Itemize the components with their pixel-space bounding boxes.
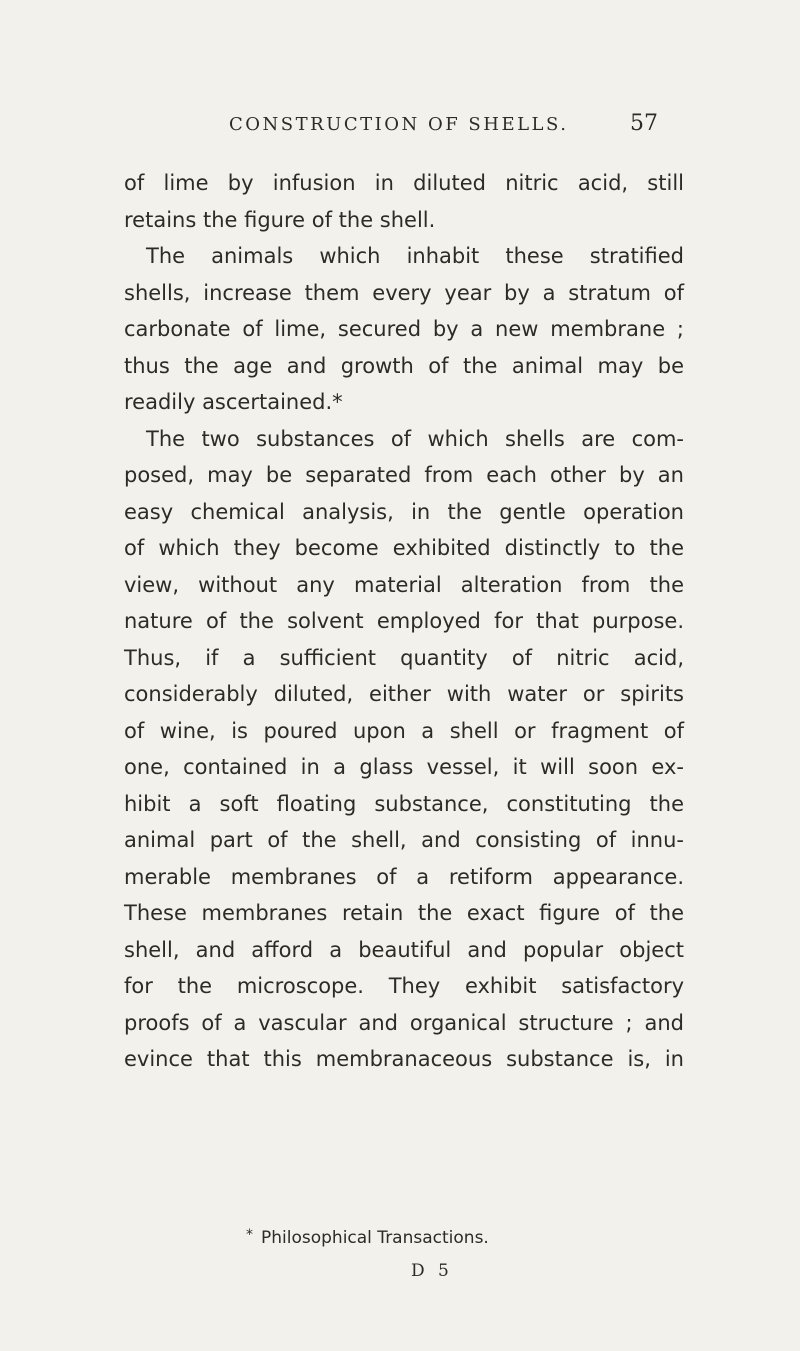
text-line: readily ascertained.* [124,390,343,414]
page-number: 57 [630,111,658,136]
text-line: carbonate of lime, secured by a new membrane ; [124,317,684,341]
footnote-mark: * [246,1227,253,1243]
text-line: posed, may be separated from each other by an [124,463,684,487]
text-line: one, contained in a glass vessel, it will soon ex- [124,755,684,779]
text-line: shells, increase them every year by a stratum of [124,280,684,305]
text-line: proofs of a vascular and organical structure ; and [124,1010,684,1035]
text-line: thus the age and growth of the animal may be [124,353,684,378]
footnote-text: Philosophical Transactions. [261,1228,489,1248]
text-line: evince that this membranaceous substance is, in [124,1047,684,1071]
text-line: The two substances of which shells are com- [146,426,684,451]
text-line: Thus, if a sufficient quantity of nitric acid, [124,645,684,670]
body-text [124,165,684,1078]
text-line: merable membranes of a retiform appearance. [124,864,684,889]
text-line: easy chemical analysis, in the gentle operation [124,499,684,524]
running-head [0,111,800,144]
footnote [246,1223,666,1250]
text-line: hibit a soft floating substance, constituting the [124,791,684,816]
text-line: view, without any material alteration from the [124,572,684,597]
text-line: animal part of the shell, and consisting of innu- [124,828,684,852]
running-title: CONSTRUCTION OF SHELLS. [229,114,569,135]
text-line: The animals which inhabit these stratified [146,244,684,268]
text-line: considerably diluted, either with water or spirits [124,682,684,706]
text-line: for the microscope. They exhibit satisfactory [124,974,684,998]
signature-mark: D 5 [411,1261,453,1281]
text-line: of which they become exhibited distinctly to the [124,536,684,560]
text-line: nature of the solvent employed for that purpose. [124,609,684,633]
text-line: of wine, is poured upon a shell or fragment of [124,718,684,743]
text-line: retains the figure of the shell. [124,207,436,232]
text-line: These membranes retain the exact figure of the [124,901,684,925]
text-line: of lime by infusion in diluted nitric acid, still [124,171,684,195]
text-line: shell, and afford a beautiful and popular object [124,937,684,962]
